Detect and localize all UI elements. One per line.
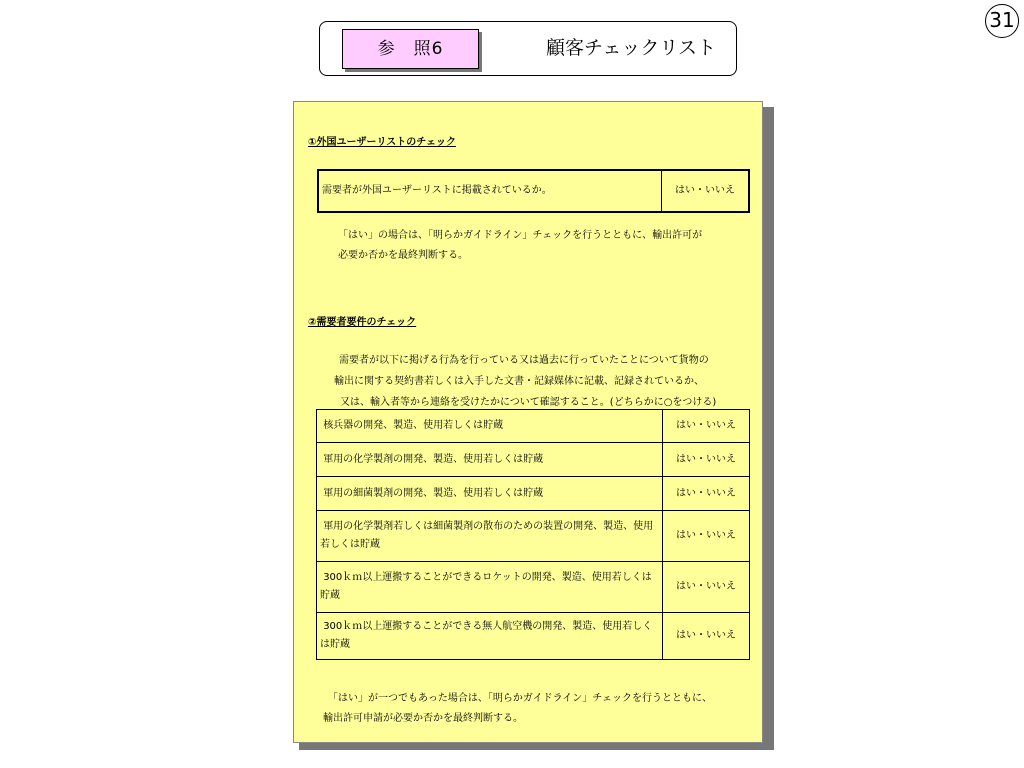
answer-cell[interactable]: はい・いいえ — [663, 613, 750, 660]
answer-cell[interactable]: はい・いいえ — [663, 511, 750, 562]
section2-footer-line: 「はい」が一つでもあった場合は、「明らかガイドライン」チェックを行うとともに、 — [328, 693, 712, 704]
answer-cell[interactable]: はい・いいえ — [663, 562, 750, 613]
section2-intro-line: 又は、輸入者等から連絡を受けたかについて確認すること。(どちらかに○をつける) — [340, 397, 717, 408]
section2-title: ②需要者要件のチェック — [308, 317, 417, 328]
checklist-sheet — [293, 101, 763, 743]
page-number: 31 — [985, 4, 1019, 38]
table-row — [318, 170, 749, 212]
section1-note-line: 必要か否かを最終判断する。 — [338, 250, 468, 261]
table-row — [317, 511, 750, 562]
section2-intro-line: 輸出に関する契約書若しくは入手した文書・記録媒体に記載、記録されているか、 — [334, 376, 704, 387]
item-cell: 核兵器の開発、製造、使用若しくは貯蔵 — [317, 410, 663, 443]
answer-cell[interactable]: はい・いいえ — [663, 410, 750, 443]
item-cell: 300ｋｍ以上運搬することができるロケットの開発、製造、使用若しくは貯蔵 — [317, 562, 663, 613]
item-cell: 軍用の細菌製剤の開発、製造、使用若しくは貯蔵 — [317, 477, 663, 511]
section1-note-line: 「はい」の場合は、「明らかガイドライン」チェックを行うとともに、輸出許可が — [338, 230, 703, 241]
reference-label: 参 照6 — [342, 29, 479, 69]
table-row — [317, 562, 750, 613]
section2-footer-line: 輸出許可申請が必要か否かを最終判断する。 — [323, 713, 523, 724]
table-row — [317, 443, 750, 477]
item-cell: 軍用の化学製剤若しくは細菌製剤の散布のための装置の開発、製造、使用若しくは貯蔵 — [317, 511, 663, 562]
table-row — [317, 477, 750, 511]
section1-title: ①外国ユーザーリストのチェック — [308, 137, 456, 148]
answer-cell[interactable]: はい・いいえ — [663, 477, 750, 511]
table-row — [317, 613, 750, 660]
question-cell: 需要者が外国ユーザーリストに掲載されているか。 — [318, 170, 662, 212]
page-title: 顧客チェックリスト — [546, 37, 717, 59]
item-cell: 軍用の化学製剤の開発、製造、使用若しくは貯蔵 — [317, 443, 663, 477]
user-list-table — [317, 169, 750, 213]
answer-cell[interactable]: はい・いいえ — [662, 170, 750, 212]
answer-cell[interactable]: はい・いいえ — [663, 443, 750, 477]
requirements-table — [316, 409, 750, 660]
table-row — [317, 410, 750, 443]
section2-intro-line: 需要者が以下に掲げる行為を行っている又は過去に行っていたことについて貨物の — [339, 355, 709, 366]
item-cell: 300ｋｍ以上運搬することができる無人航空機の開発、製造、使用若しくは貯蔵 — [317, 613, 663, 660]
